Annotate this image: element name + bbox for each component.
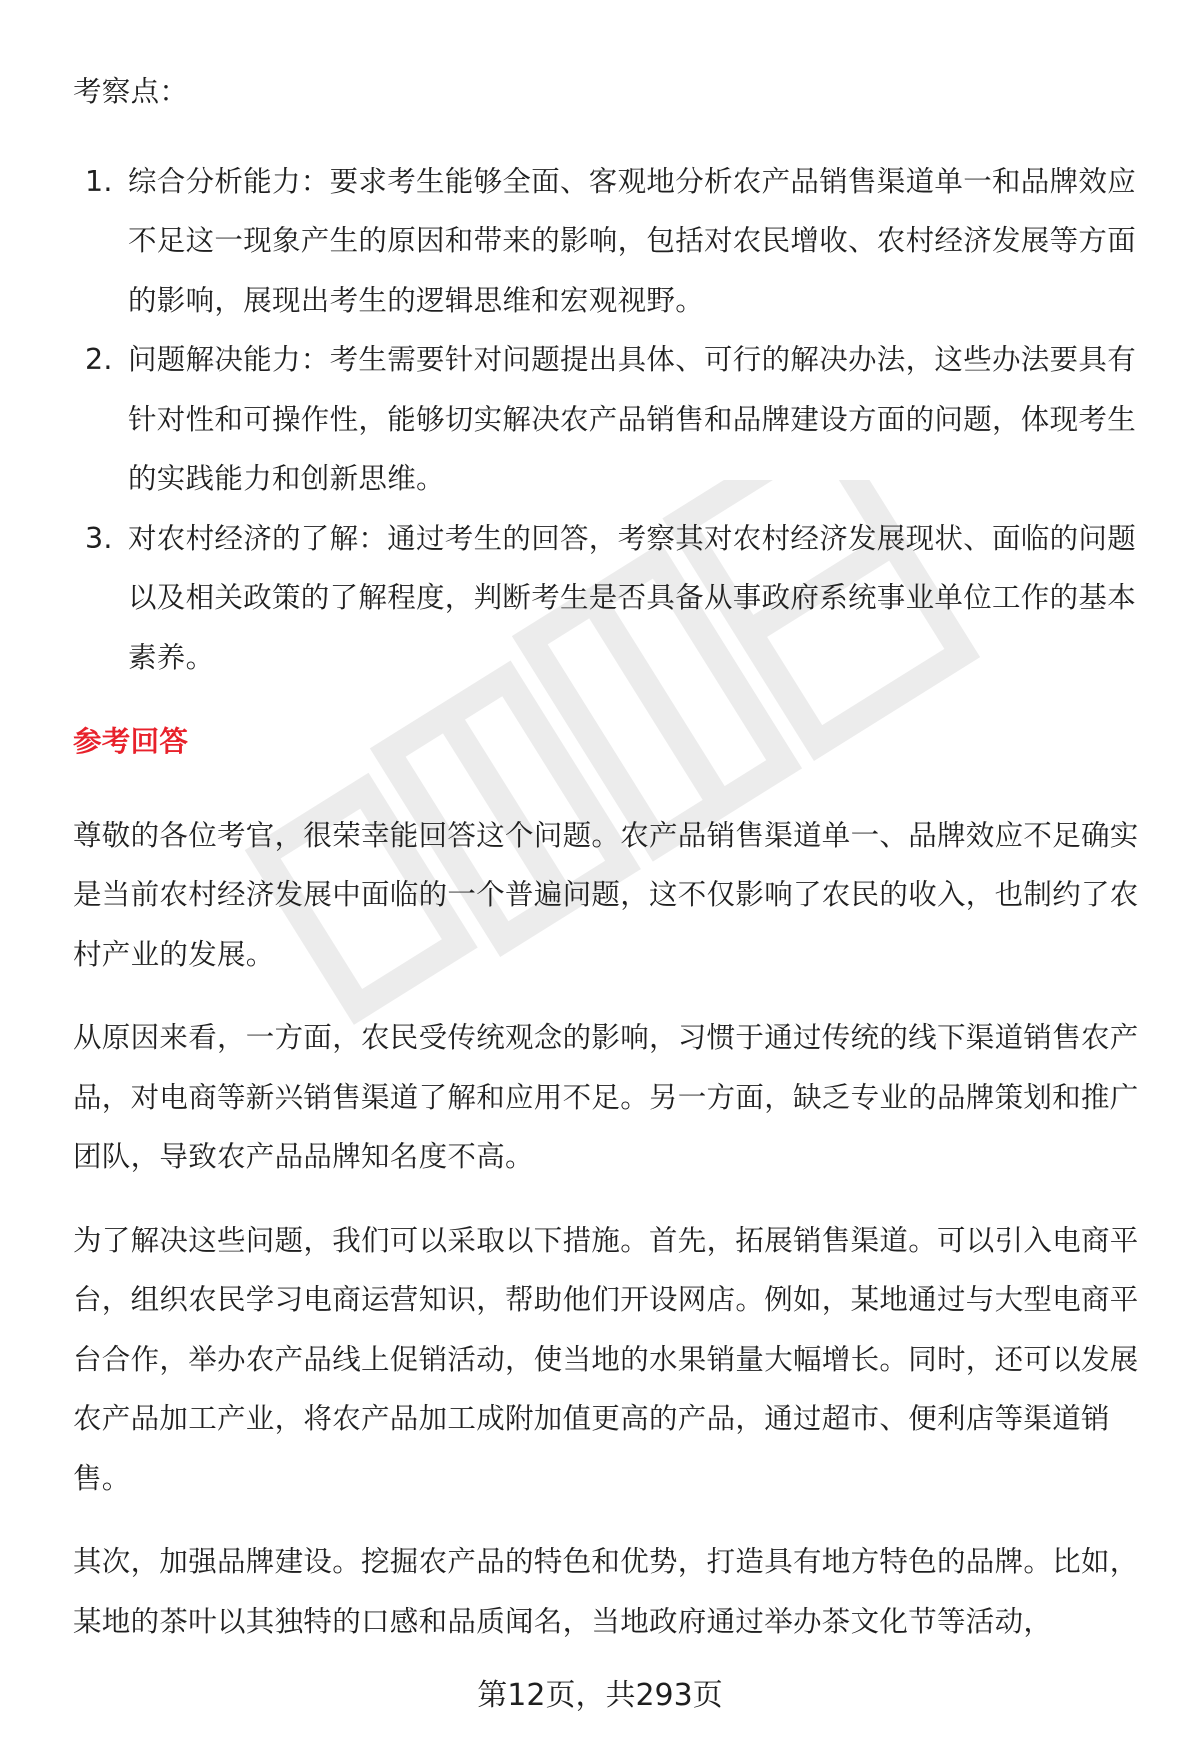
- list-item-text: 对农村经济的了解：通过考生的回答，考察其对农村经济发展现状、面临的问题以及相关政策的了解程度，判断考生是否具备从事政府系统事业单位工作的基本素养。: [128, 521, 1137, 674]
- page-footer: 第12页，共293页: [477, 1678, 723, 1713]
- list-item: [73, 152, 1143, 331]
- list-item: [73, 330, 1143, 509]
- answer-paragraph: 其次，加强品牌建设。挖掘农产品的特色和优势，打造具有地方特色的品牌。比如，某地的茶叶以其独特的口感和品质闻名，当地政府通过举办茶文化节等活动，: [73, 1545, 1139, 1638]
- answer-paragraph: 为了解决这些问题，我们可以采取以下措施。首先，拓展销售渠道。可以引入电商平台，组织农民学习电商运营知识，帮助他们开设网店。例如，某地通过与大型电商平台合作，举办农产品线上促销活动，使当地的水果销量大幅增长。同时，还可以发展农产品加工产业，将农产品加工成附加值更高的产品，通过超市、便利店等渠道销售。: [73, 1223, 1139, 1495]
- list-item: [73, 509, 1143, 688]
- list-item-number: 1.: [85, 164, 113, 198]
- list-item-number: 2.: [85, 343, 113, 376]
- list-item-text: 综合分析能力：要求考生能够全面、客观地分析农产品销售渠道单一和品牌效应不足这一现象产生的原因和带来的影响，包括对农民增收、农村经济发展等方面的影响，展现出考生的逻辑思维和宏观视野。: [128, 164, 1137, 317]
- document-body: [73, 62, 1143, 1651]
- answer-heading: 参考回答: [73, 725, 189, 758]
- list-item-text: 问题解决能力：考生需要针对问题提出具体、可行的解决办法，这些办法要具有针对性和可操作性，能够切实解决农产品销售和品牌建设方面的问题，体现考生的实践能力和创新思维。: [128, 343, 1137, 495]
- assessment-points-list: [73, 152, 1143, 688]
- answer-paragraph: 尊敬的各位考官，很荣幸能回答这个问题。农产品销售渠道单一、品牌效应不足确实是当前农村经济发展中面临的一个普遍问题，这不仅影响了农民的收入，也制约了农村产业的发展。: [73, 818, 1139, 971]
- list-item-number: 3.: [85, 521, 113, 555]
- answer-paragraph: 从原因来看，一方面，农民受传统观念的影响，习惯于通过传统的线下渠道销售农产品，对电商等新兴销售渠道了解和应用不足。另一方面，缺乏专业的品牌策划和推广团队，导致农产品品牌知名度不高。: [73, 1021, 1139, 1173]
- section-label: 考察点：: [73, 75, 189, 108]
